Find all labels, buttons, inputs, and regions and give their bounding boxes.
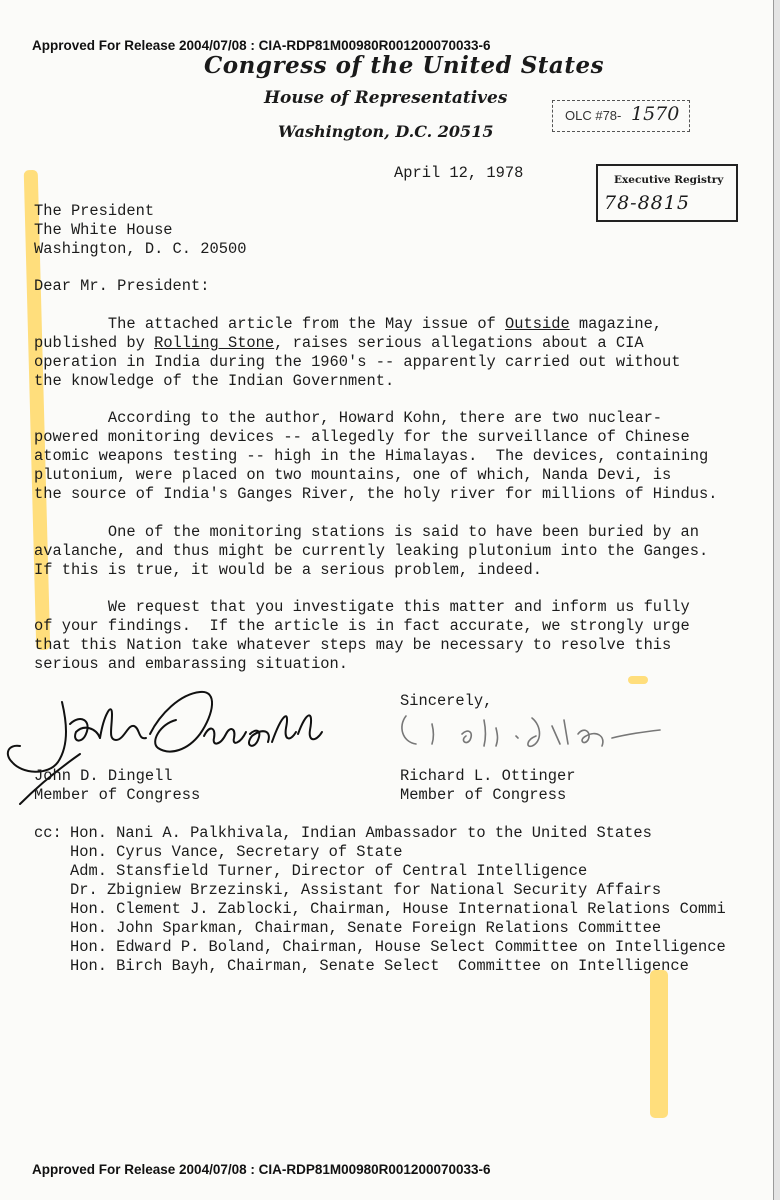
body-line: plutonium, were placed on two mountains, one of which, Nanda Devi, is <box>34 466 672 484</box>
page-edge <box>773 0 780 1200</box>
body-line: the knowledge of the Indian Government. <box>34 372 395 390</box>
body-line: that this Nation take whatever steps may be necessary to resolve this <box>34 636 672 654</box>
address-line: The White House <box>34 221 173 239</box>
release-header: Approved For Release 2004/07/08 : CIA-RDP81M00980R001200070033-6 <box>32 38 491 53</box>
body-line: If this is true, it would be a serious problem, indeed. <box>34 561 542 579</box>
body-line: powered monitoring devices -- allegedly for the surveillance of Chinese <box>34 428 690 446</box>
executive-registry-stamp <box>596 164 738 222</box>
ottinger-signature <box>392 706 672 756</box>
address-line: Washington, D. C. 20500 <box>34 240 247 258</box>
signer-name: Richard L. Ottinger <box>400 767 576 785</box>
olc-stamp <box>552 100 690 132</box>
signer-name: John D. Dingell <box>34 767 173 785</box>
cc-entry: Hon. Birch Bayh, Chairman, Senate Select Committee on Intelligence <box>70 957 689 975</box>
body-line: According to the author, Howard Kohn, there are two nuclear- <box>34 409 663 427</box>
body-line: The attached article from the May issue of Outside magazine, <box>34 315 663 333</box>
cc-entry: Hon. Nani A. Palkhivala, Indian Ambassador to the United States <box>70 824 652 842</box>
body-line: operation in India during the 1960's -- apparently carried out without <box>34 353 681 371</box>
highlight-dash <box>628 676 648 684</box>
body-line: the source of India's Ganges River, the holy river for millions of Hindus. <box>34 485 718 503</box>
cc-label: cc: <box>34 824 62 842</box>
signer-title: Member of Congress <box>34 786 201 804</box>
signer-title: Member of Congress <box>400 786 567 804</box>
olc-stamp-label: OLC #78- <box>565 108 622 123</box>
registry-number: 78-8815 <box>604 192 690 214</box>
body-line: We request that you investigate this matter and inform us fully <box>34 598 690 616</box>
letterhead-org: Congress of the United States <box>204 52 605 79</box>
body-line: atomic weapons testing -- high in the Himalayas. The devices, containing <box>34 447 709 465</box>
publisher-name: Rolling Stone <box>154 334 275 352</box>
salutation: Dear Mr. President: <box>34 277 210 295</box>
body-line: published by Rolling Stone, raises serious allegations about a CIA <box>34 334 644 352</box>
letterhead-city: Washington, D.C. 20515 <box>278 122 494 141</box>
olc-stamp-number: 1570 <box>631 103 680 125</box>
address-line: The President <box>34 202 155 220</box>
magazine-title: Outside <box>505 315 570 333</box>
release-footer: Approved For Release 2004/07/08 : CIA-RDP81M00980R001200070033-6 <box>32 1162 491 1177</box>
body-line: avalanche, and thus might be currently leaking plutonium into the Ganges. <box>34 542 709 560</box>
cc-entry: Adm. Stansfield Turner, Director of Central Intelligence <box>70 862 588 880</box>
letter-date: April 12, 1978 <box>394 164 524 182</box>
cc-entry: Hon. Cyrus Vance, Secretary of State <box>70 843 403 861</box>
cc-entry: Hon. Edward P. Boland, Chairman, House Select Committee on Intelligence <box>70 938 726 956</box>
body-line: of your findings. If the article is in fact accurate, we strongly urge <box>34 617 690 635</box>
body-line: One of the monitoring stations is said to have been buried by an <box>34 523 699 541</box>
cc-entry: Dr. Zbigniew Brzezinski, Assistant for National Security Affairs <box>70 881 662 899</box>
cc-entry: Hon. John Sparkman, Chairman, Senate Foreign Relations Committee <box>70 919 662 937</box>
registry-label: Executive Registry <box>614 174 724 186</box>
closing: Sincerely, <box>400 692 493 710</box>
body-line: serious and embarassing situation. <box>34 655 349 673</box>
letterhead-house: House of Representatives <box>264 88 508 108</box>
highlight-right-bottom <box>650 970 668 1118</box>
cc-entry: Hon. Clement J. Zablocki, Chairman, House International Relations Commi <box>70 900 726 918</box>
